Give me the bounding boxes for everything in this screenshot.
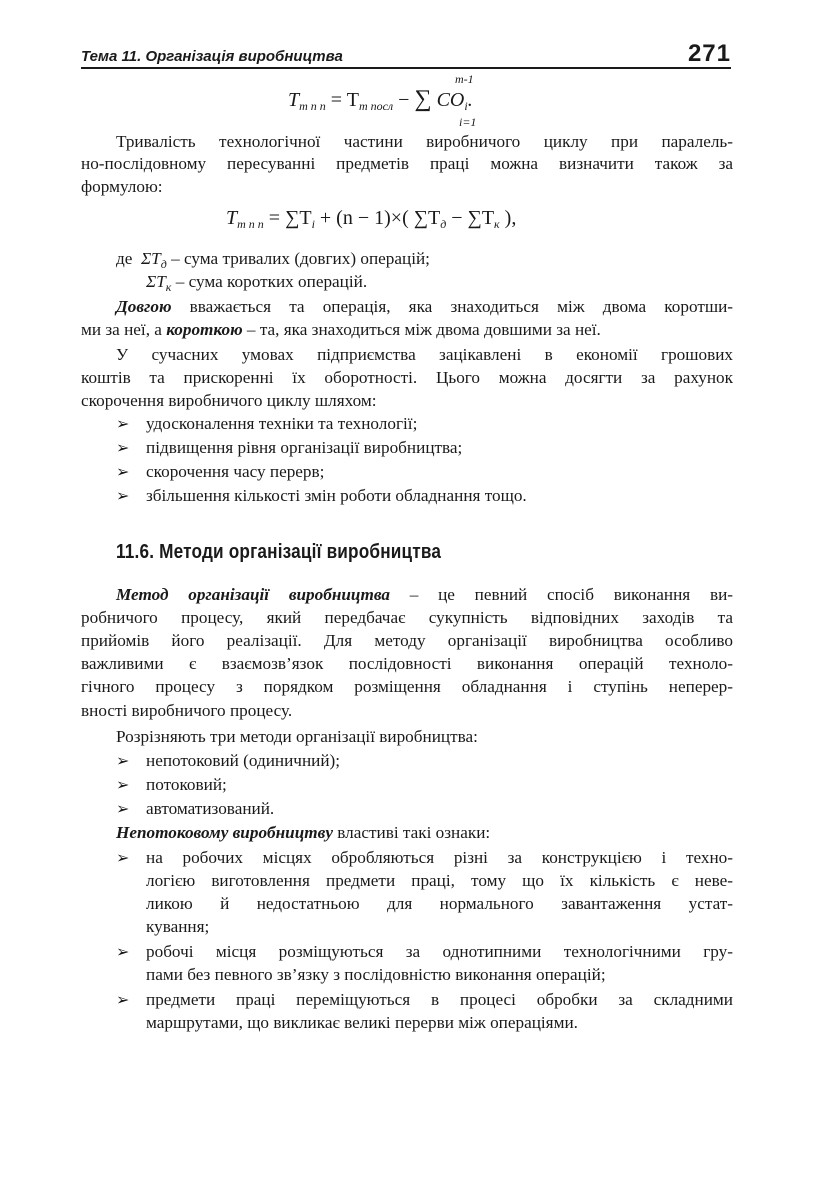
formula-2-k-sub: к (494, 217, 500, 231)
formula-1-term-sub: i (464, 99, 468, 113)
formula-1-end: . (467, 89, 473, 111)
term-method: Метод організації виробництва (116, 585, 391, 604)
definition-1-text: – сума тривалих (довгих) операцій; (166, 249, 430, 268)
definition-2-sub: к (165, 280, 172, 294)
formula-2-t-sub: i (311, 217, 315, 231)
formula-2-end: ), (499, 207, 517, 229)
list-item: автоматизований. (146, 799, 275, 818)
formula-2-lhs-sub: m n n (237, 217, 264, 231)
para4-line1 (116, 584, 733, 606)
list-item: скорочення часу перерв; (146, 462, 325, 481)
para5: Розрізняють три методи організації виробництва: (116, 727, 478, 746)
chapter-title-rest: виробництва (234, 48, 343, 65)
arrow-bullet-icon: ➢ (116, 438, 130, 457)
para4-line6: вності виробничого процесу. (81, 701, 293, 720)
definition-1-symbol: ΣT (140, 249, 161, 268)
formula-1-lhs: T (288, 89, 300, 111)
formula-1-minus: − (398, 89, 410, 111)
formula-1-term: CO (436, 89, 465, 111)
arrow-bullet-icon: ➢ (116, 751, 130, 770)
formula-2-sum-t: = ∑T (268, 207, 312, 229)
arrow-bullet-icon: ➢ (116, 486, 130, 505)
list-item: потоковий; (146, 775, 227, 794)
para4-line4: важливими є взаємозв’язок послідовності виконання операцій техноло- (81, 654, 733, 673)
running-header (81, 40, 731, 68)
chapter-title (81, 48, 343, 65)
header-rule (81, 67, 731, 69)
definition-de: де (116, 249, 133, 268)
section-title: 11.6. Методи організації виробництва (116, 541, 442, 563)
para3-line2: коштів та прискоренні їх оборотності. Цього можна досягти за рахунок (81, 368, 733, 387)
formula-1-body (288, 86, 473, 114)
para3-line1: У сучасних умовах підприємства зацікавлені в економії грошових (116, 345, 733, 364)
list-item-line: маршрутами, що викликає великі перерви між операціями. (146, 1013, 578, 1032)
para1-line2: но-послідовному пересуванні предметів праці можна визначити також за (81, 154, 733, 173)
sigma-lower-limit: i=1 (459, 115, 477, 129)
definition-2-symbol: ΣT (146, 272, 166, 291)
formula-2-mid: + (n − 1)×( ∑T (314, 207, 441, 229)
sigma-symbol: ∑ (414, 86, 432, 112)
list-item: удосконалення техніки та технології; (146, 414, 418, 433)
list-item: підвищення рівня організації виробництва; (146, 438, 463, 457)
para2-line2 (81, 319, 601, 341)
arrow-bullet-icon: ➢ (116, 942, 130, 961)
list-item-line: ликою й недостатньою для нормального завантаження устат- (146, 894, 733, 913)
list-item-line: предмети праці переміщуються в процесі обробки за складними (146, 990, 733, 1009)
para4-line5: гічного процесу з порядком розміщення обладнання і ступінь неперер- (81, 677, 733, 696)
formula-1-lhs-sub: m n n (299, 99, 326, 113)
list-item-line: робочі місця розміщуються за однотипними технологічними гру- (146, 942, 733, 961)
term-korotkoyu: короткою (166, 320, 243, 339)
formula-1-rhs-sub: m посл (358, 99, 394, 113)
para1-line1: Тривалість технологічної частини виробничого циклу при паралель- (116, 132, 733, 151)
list-item-line: кування; (146, 917, 210, 936)
term-nonflow: Непотоковому виробництву (116, 823, 333, 842)
arrow-bullet-icon: ➢ (116, 775, 130, 794)
definition-1-sub: д (160, 257, 167, 271)
para2-line2-a: ми за неї, а (81, 320, 167, 339)
formula-1-eq: = T (330, 89, 359, 111)
para2-line1-rest: вважається та операція, яка знаходиться між двома коротши- (171, 297, 733, 316)
arrow-bullet-icon: ➢ (116, 799, 130, 818)
formula-2-lhs: T (226, 207, 238, 229)
list-item-line: на робочих місцях обробляються різні за конструкцією і техно- (146, 848, 733, 867)
para4-line1-rest: – це певний спосіб виконання ви- (390, 585, 733, 604)
para4-line3: прийомів його реалізації. Для методу організації виробництва особливо (81, 631, 733, 650)
list-item: непотоковий (одиничний); (146, 751, 341, 770)
formula-2-d-sub: д (440, 217, 447, 231)
para2-line2-rest: – та, яка знаходиться між двома довшими за неї. (242, 320, 601, 339)
arrow-bullet-icon: ➢ (116, 414, 130, 433)
term-dovgoyu: Довгою (116, 297, 172, 316)
para6-rest: властиві такі ознаки: (332, 823, 491, 842)
definition-2-text: – сума коротких операцій. (171, 272, 368, 291)
para2-line1 (116, 296, 733, 318)
arrow-bullet-icon: ➢ (116, 462, 130, 481)
list-item-line: логією виготовлення предмети праці, тому що їх кількість є неве- (146, 871, 733, 890)
formula-2-minus: − ∑T (446, 207, 495, 229)
list-item-line: пами без певного зв’язку з послідовністю виконання операцій; (146, 965, 606, 984)
definition-2 (146, 271, 367, 298)
para3-line3: скорочення виробничого циклу шляхом: (81, 391, 377, 410)
arrow-bullet-icon: ➢ (116, 848, 130, 867)
list-item: збільшення кількості змін роботи обладнання тощо. (146, 486, 527, 505)
chapter-title-bold: Тема 11. Організація (81, 48, 235, 65)
para1-line3: формулою: (81, 177, 163, 196)
page-number: 271 (687, 40, 731, 67)
para4-line2: робничого процесу, який передбачає сукупність відповідних заходів та (81, 608, 733, 627)
sigma-upper-limit: m-1 (455, 72, 474, 86)
para6 (116, 822, 490, 844)
formula-2 (226, 207, 516, 232)
arrow-bullet-icon: ➢ (116, 990, 130, 1009)
